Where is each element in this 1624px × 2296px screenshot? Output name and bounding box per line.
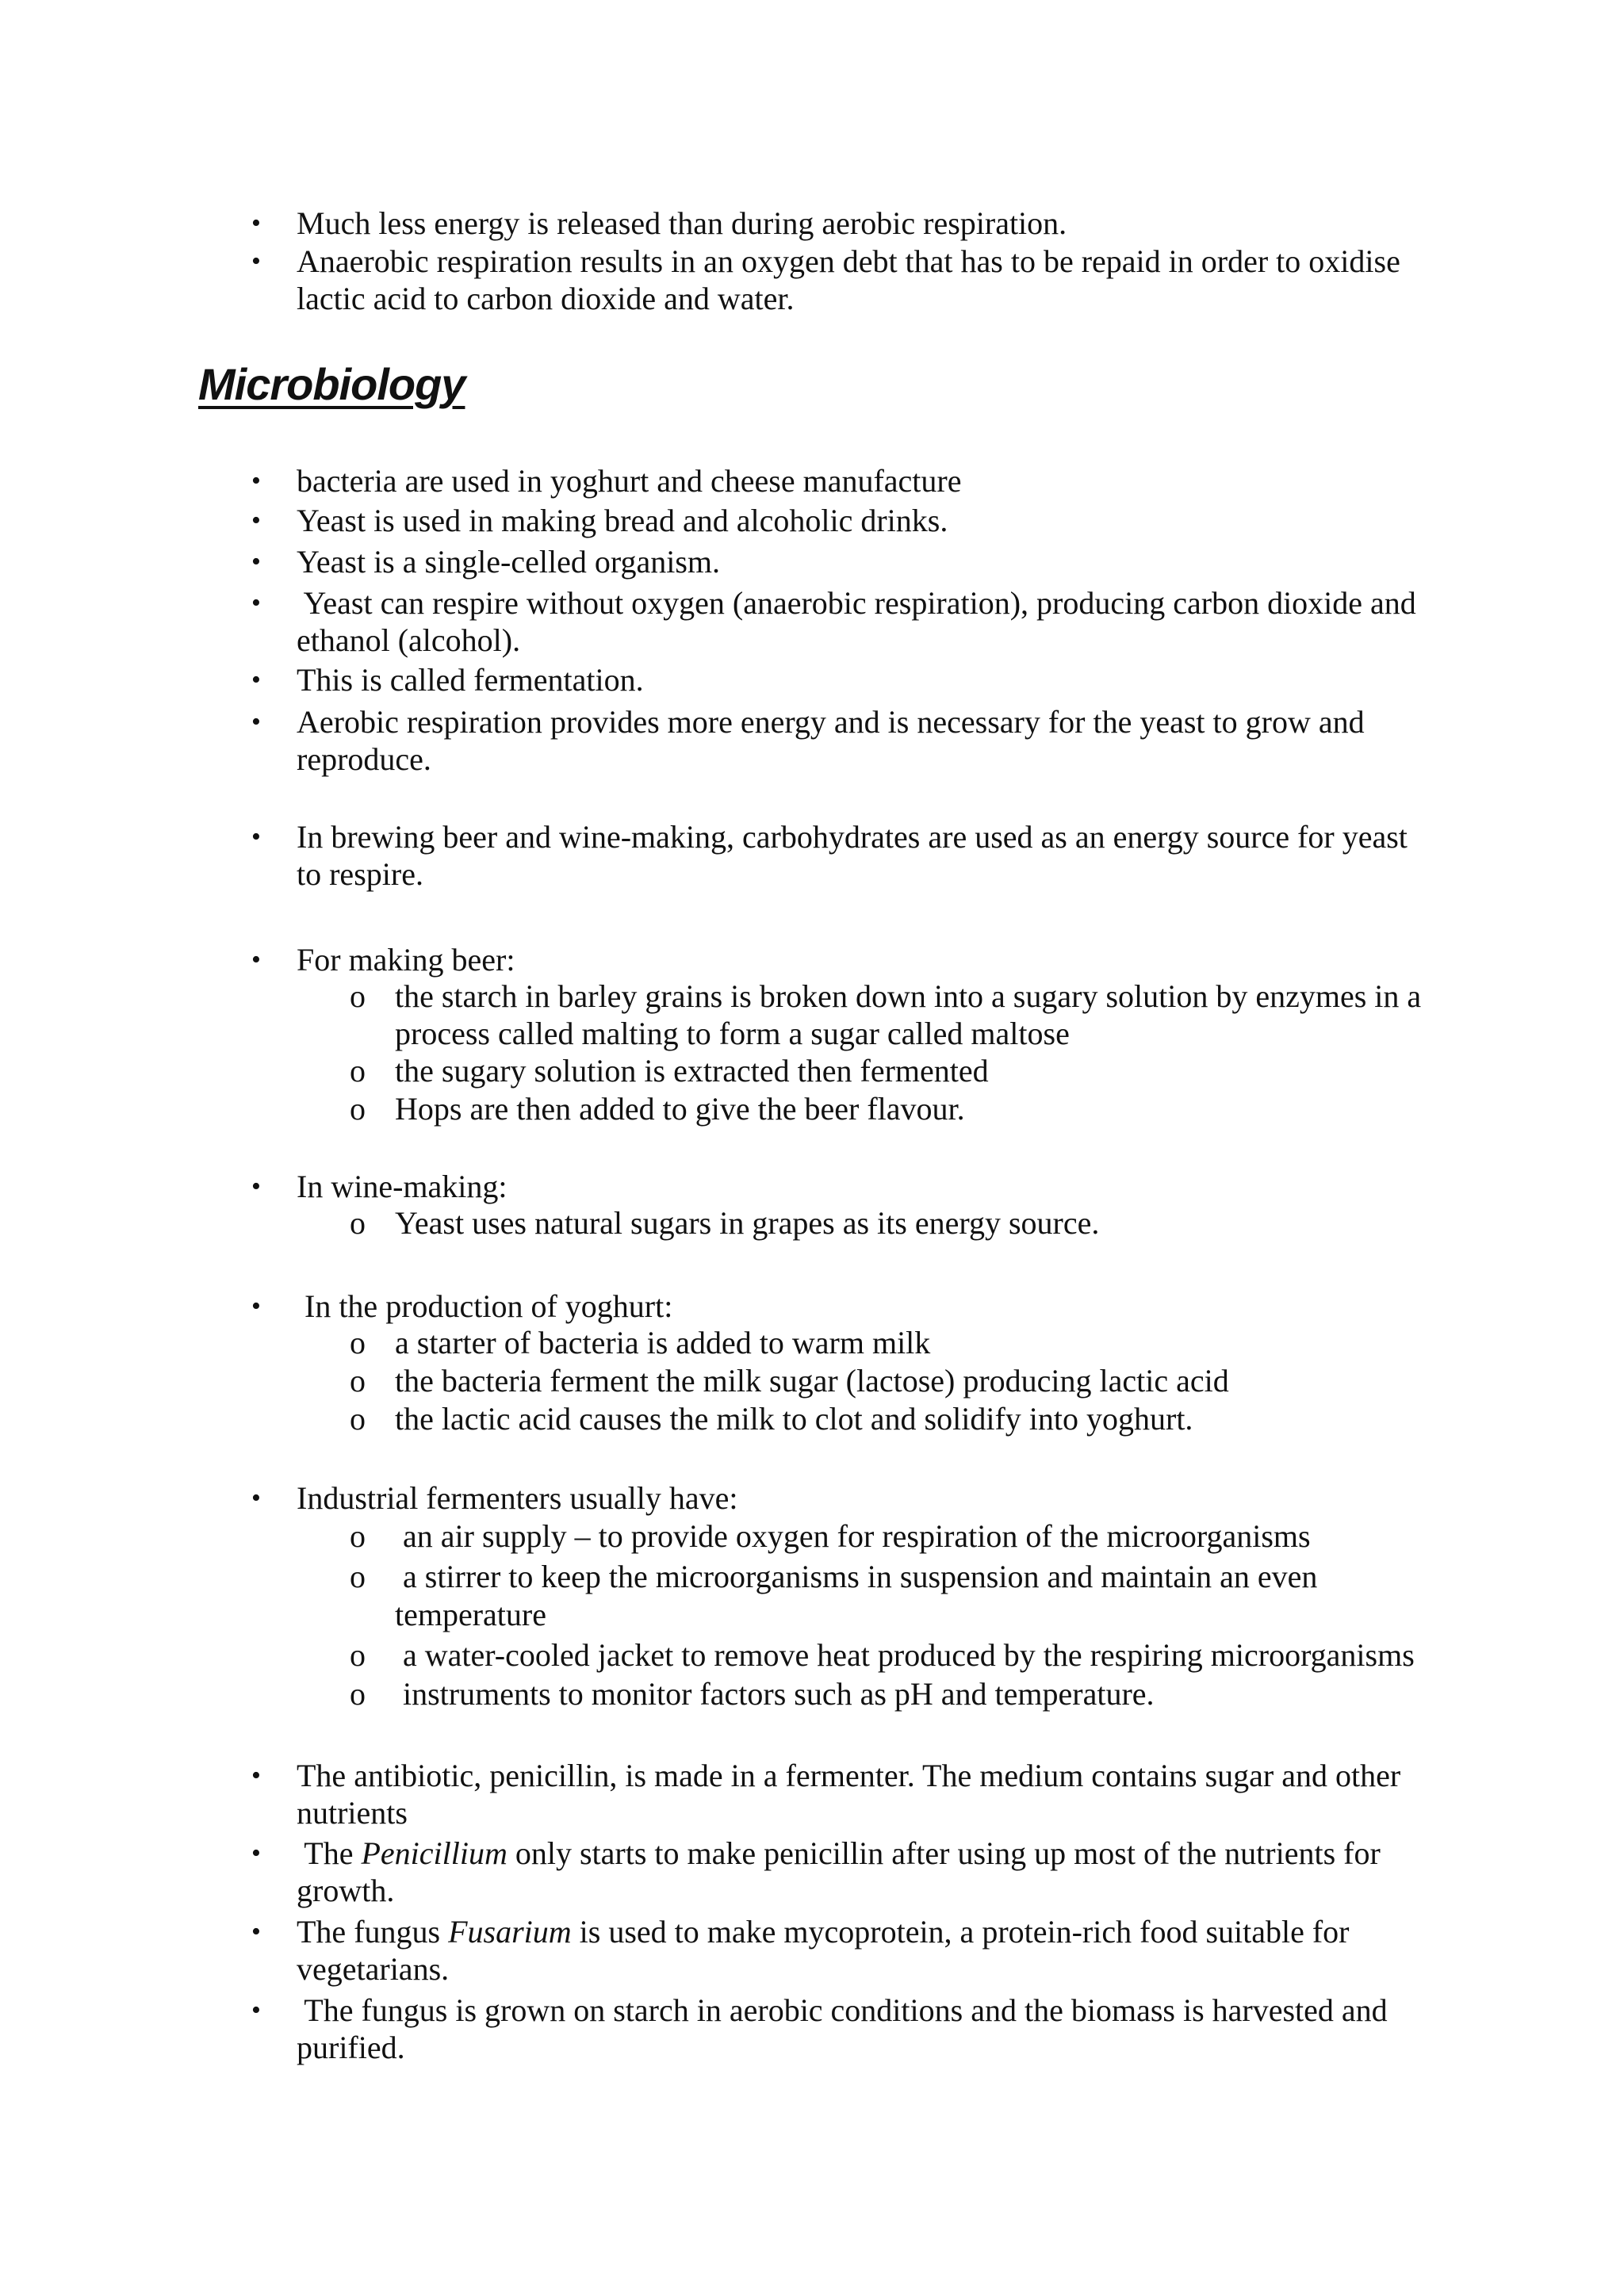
item-text: Anaerobic respiration results in an oxygen debt that has to be repaid in order to oxidise <box>297 243 1400 279</box>
bullet-marker: • <box>251 588 261 618</box>
bullet-marker: • <box>251 1172 261 1201</box>
item-text-continuation: temperature <box>395 1597 546 1632</box>
bullet-marker: • <box>251 209 261 238</box>
bullet-marker: • <box>251 466 261 496</box>
item-text: a water-cooled jacket to remove heat produced by the respiring microorganisms <box>395 1637 1415 1673</box>
list-item <box>0 1835 1624 1873</box>
item-text-pre: The fungus <box>297 1914 449 1950</box>
list-item-continuation <box>0 1015 1624 1053</box>
bullet-marker: • <box>251 1839 261 1868</box>
sub-list-item <box>0 1324 1624 1362</box>
item-text-post: is used to make mycoprotein, a protein-rich food suitable for <box>571 1914 1350 1950</box>
sub-bullet-marker: o <box>350 1363 366 1399</box>
list-item <box>0 584 1624 622</box>
list-item-continuation <box>0 1794 1624 1832</box>
sub-bullet-marker: o <box>350 1637 366 1673</box>
sub-bullet-marker: o <box>350 1518 366 1554</box>
item-text: Industrial fermenters usually have: <box>297 1480 738 1516</box>
list-item-continuation <box>0 622 1624 660</box>
bullet-marker: • <box>251 945 261 974</box>
sub-list-item <box>0 1636 1624 1674</box>
item-text-continuation: ethanol (alcohol). <box>297 622 521 658</box>
sub-bullet-marker: o <box>350 978 366 1014</box>
item-text: In the production of yoghurt: <box>297 1288 673 1324</box>
item-text: The antibiotic, penicillin, is made in a fermenter. The medium contains sugar and other <box>297 1758 1401 1793</box>
item-text-post: only starts to make penicillin after using up most of the nutrients for <box>507 1835 1381 1871</box>
item-text-continuation: purified. <box>297 2030 405 2065</box>
list-item <box>0 941 1624 979</box>
list-item <box>0 1757 1624 1795</box>
list-item-continuation <box>0 1596 1624 1634</box>
list-item-continuation <box>0 1950 1624 1988</box>
sub-list-item <box>0 1517 1624 1556</box>
item-text-continuation: nutrients <box>297 1795 408 1831</box>
item-text: instruments to monitor factors such as pH and temperature. <box>395 1676 1155 1712</box>
bullet-marker: • <box>251 506 261 535</box>
item-text: The fungus is grown on starch in aerobic conditions and the biomass is harvested and <box>297 1992 1388 2028</box>
list-item <box>0 1288 1624 1326</box>
species-name: Penicillium <box>361 1835 508 1871</box>
list-item <box>0 1992 1624 2030</box>
item-text: the bacteria ferment the milk sugar (lactose) producing lactic acid <box>395 1363 1229 1399</box>
list-item <box>0 703 1624 741</box>
item-text: For making beer: <box>297 942 515 978</box>
item-text: an air supply – to provide oxygen for respiration of the microorganisms <box>395 1518 1311 1554</box>
sub-bullet-marker: o <box>350 1559 366 1594</box>
sub-list-item <box>0 1090 1624 1128</box>
sub-list-item <box>0 1675 1624 1713</box>
item-text: In brewing beer and wine-making, carbohydrates are used as an energy source for yeast <box>297 819 1408 855</box>
bullet-marker: • <box>251 665 261 695</box>
list-item <box>0 1913 1624 1951</box>
item-text: Yeast is a single-celled organism. <box>297 544 721 580</box>
list-item <box>0 1479 1624 1517</box>
item-text-continuation: to respire. <box>297 856 423 892</box>
item-text: the sugary solution is extracted then fermented <box>395 1053 989 1089</box>
list-item <box>0 205 1624 243</box>
list-item <box>0 462 1624 500</box>
item-text-continuation: process called malting to form a sugar called maltose <box>395 1016 1070 1051</box>
item-text-continuation: lactic acid to carbon dioxide and water. <box>297 281 795 316</box>
bullet-marker: • <box>251 1996 261 2025</box>
bullet-marker: • <box>251 1917 261 1946</box>
list-item <box>0 818 1624 856</box>
list-item-continuation <box>0 855 1624 894</box>
list-item-continuation <box>0 280 1624 318</box>
list-item <box>0 1168 1624 1206</box>
bullet-marker: • <box>251 1761 261 1790</box>
section-heading: Microbiology <box>198 359 465 409</box>
item-text: the starch in barley grains is broken down into a sugary solution by enzymes in a <box>395 978 1422 1014</box>
bullet-marker: • <box>251 1483 261 1513</box>
item-text-continuation: vegetarians. <box>297 1951 450 1987</box>
item-text: This is called fermentation. <box>297 662 644 698</box>
item-text: Yeast can respire without oxygen (anaerobic respiration), producing carbon dioxide and <box>297 585 1416 621</box>
sub-list-item <box>0 978 1624 1016</box>
list-item-continuation <box>0 2029 1624 2067</box>
bullet-marker: • <box>251 547 261 576</box>
bullet-marker: • <box>251 707 261 737</box>
item-text: Yeast uses natural sugars in grapes as its energy source. <box>395 1205 1100 1241</box>
item-text-pre: The <box>297 1835 362 1871</box>
species-name: Fusarium <box>448 1914 572 1950</box>
item-text: In wine-making: <box>297 1169 508 1204</box>
sub-bullet-marker: o <box>350 1676 366 1712</box>
bullet-marker: • <box>251 1292 261 1321</box>
item-text: the lactic acid causes the milk to clot and solidify into yoghurt. <box>395 1401 1193 1437</box>
item-text: bacteria are used in yoghurt and cheese manufacture <box>297 463 962 499</box>
list-item <box>0 502 1624 540</box>
sub-bullet-marker: o <box>350 1205 366 1241</box>
item-text: Aerobic respiration provides more energy and is necessary for the yeast to grow and <box>297 704 1365 740</box>
list-item-continuation <box>0 1872 1624 1910</box>
sub-list-item <box>0 1204 1624 1242</box>
item-text-continuation: growth. <box>297 1873 395 1908</box>
list-item <box>0 243 1624 281</box>
sub-bullet-marker: o <box>350 1401 366 1437</box>
sub-list-item <box>0 1362 1624 1400</box>
list-item <box>0 661 1624 699</box>
list-item <box>0 543 1624 581</box>
sub-list-item <box>0 1558 1624 1596</box>
bullet-marker: • <box>251 822 261 851</box>
item-text: Hops are then added to give the beer flavour. <box>395 1091 965 1127</box>
item-text <box>297 1913 1350 1950</box>
bullet-marker: • <box>251 247 261 276</box>
sub-bullet-marker: o <box>350 1053 366 1089</box>
item-text: Yeast is used in making bread and alcoholic drinks. <box>297 503 948 538</box>
sub-bullet-marker: o <box>350 1091 366 1127</box>
list-item-continuation <box>0 740 1624 779</box>
item-text <box>297 1835 1381 1872</box>
item-text: Much less energy is released than during aerobic respiration. <box>297 205 1067 241</box>
sub-list-item <box>0 1400 1624 1438</box>
sub-bullet-marker: o <box>350 1325 366 1360</box>
item-text-continuation: reproduce. <box>297 741 431 777</box>
item-text: a stirrer to keep the microorganisms in suspension and maintain an even <box>395 1559 1318 1594</box>
sub-list-item <box>0 1052 1624 1090</box>
item-text: a starter of bacteria is added to warm milk <box>395 1325 931 1360</box>
